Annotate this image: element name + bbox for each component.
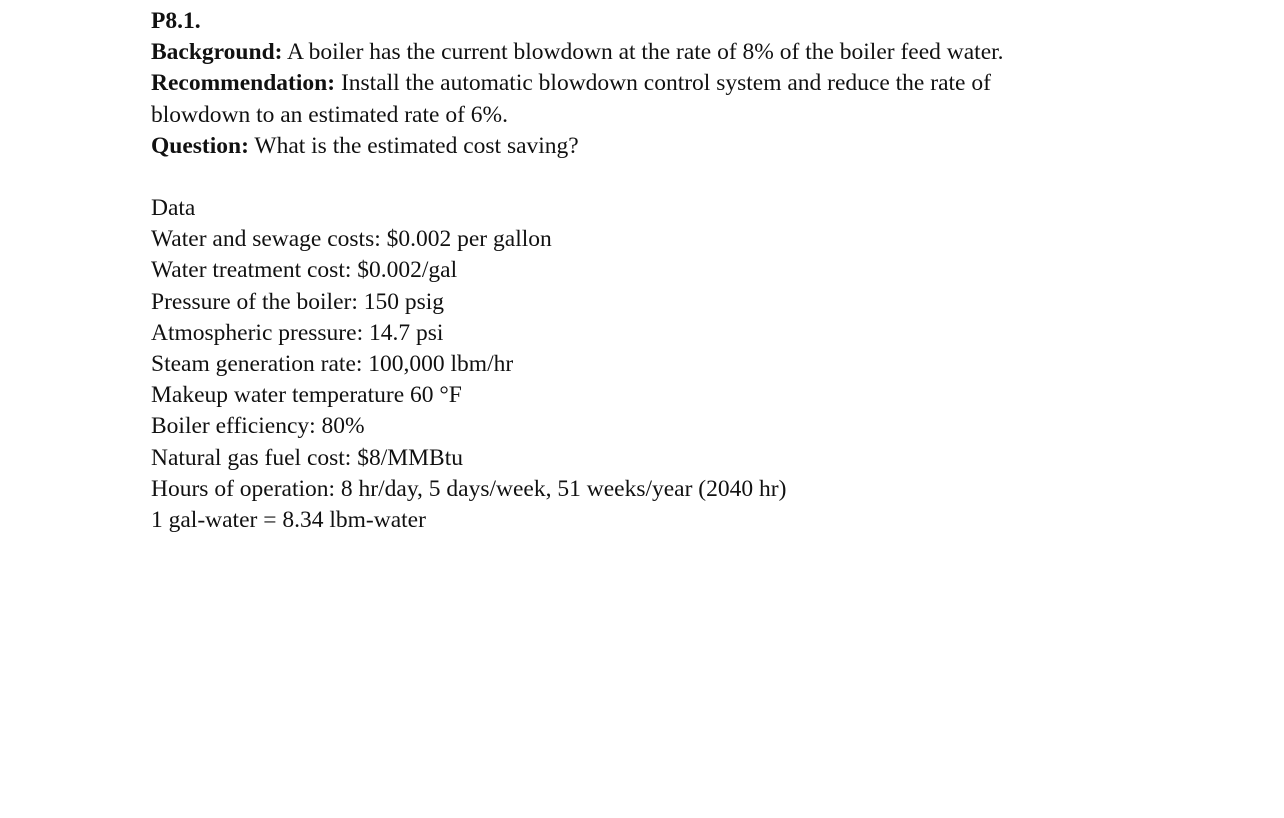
data-item-water-sewage-cost: Water and sewage costs: $0.002 per gallon xyxy=(151,226,552,253)
problem-number: P8.1. xyxy=(151,8,201,34)
data-item-water-treatment-cost: Water treatment cost: $0.002/gal xyxy=(151,257,458,284)
data-heading: Data xyxy=(151,195,196,222)
background-label: Background: xyxy=(151,39,283,66)
data-item-boiler-pressure: Pressure of the boiler: 150 psig xyxy=(151,288,445,315)
paragraph-spacer xyxy=(151,162,1251,193)
recommendation-text-line1: Install the automatic blowdown control system and reduce the rate of xyxy=(335,70,991,97)
data-item-boiler-efficiency: Boiler efficiency: 80% xyxy=(151,413,365,440)
background-paragraph xyxy=(151,37,1251,68)
background-text: A boiler has the current blowdown at the rate of 8% of the boiler feed water. xyxy=(282,39,1004,66)
question-paragraph xyxy=(151,131,1251,162)
data-item-water-conversion: 1 gal-water = 8.34 lbm-water xyxy=(151,507,426,534)
data-item-hours-of-operation: Hours of operation: 8 hr/day, 5 days/week, 51 weeks/year (2040 hr) xyxy=(151,475,787,502)
question-text: What is the estimated cost saving? xyxy=(248,132,579,159)
data-item-makeup-water-temperature: Makeup water temperature 60 °F xyxy=(151,382,462,409)
data-item-steam-generation-rate: Steam generation rate: 100,000 lbm/hr xyxy=(151,351,514,378)
recommendation-label: Recommendation: xyxy=(151,70,336,97)
recommendation-text-line2: blowdown to an estimated rate of 6%. xyxy=(151,101,508,128)
data-item-natural-gas-cost: Natural gas fuel cost: $8/MMBtu xyxy=(151,444,463,471)
question-label: Question: xyxy=(151,132,249,159)
recommendation-paragraph xyxy=(151,68,1251,99)
data-item-atmospheric-pressure: Atmospheric pressure: 14.7 psi xyxy=(151,319,444,346)
document-body xyxy=(151,6,1251,536)
